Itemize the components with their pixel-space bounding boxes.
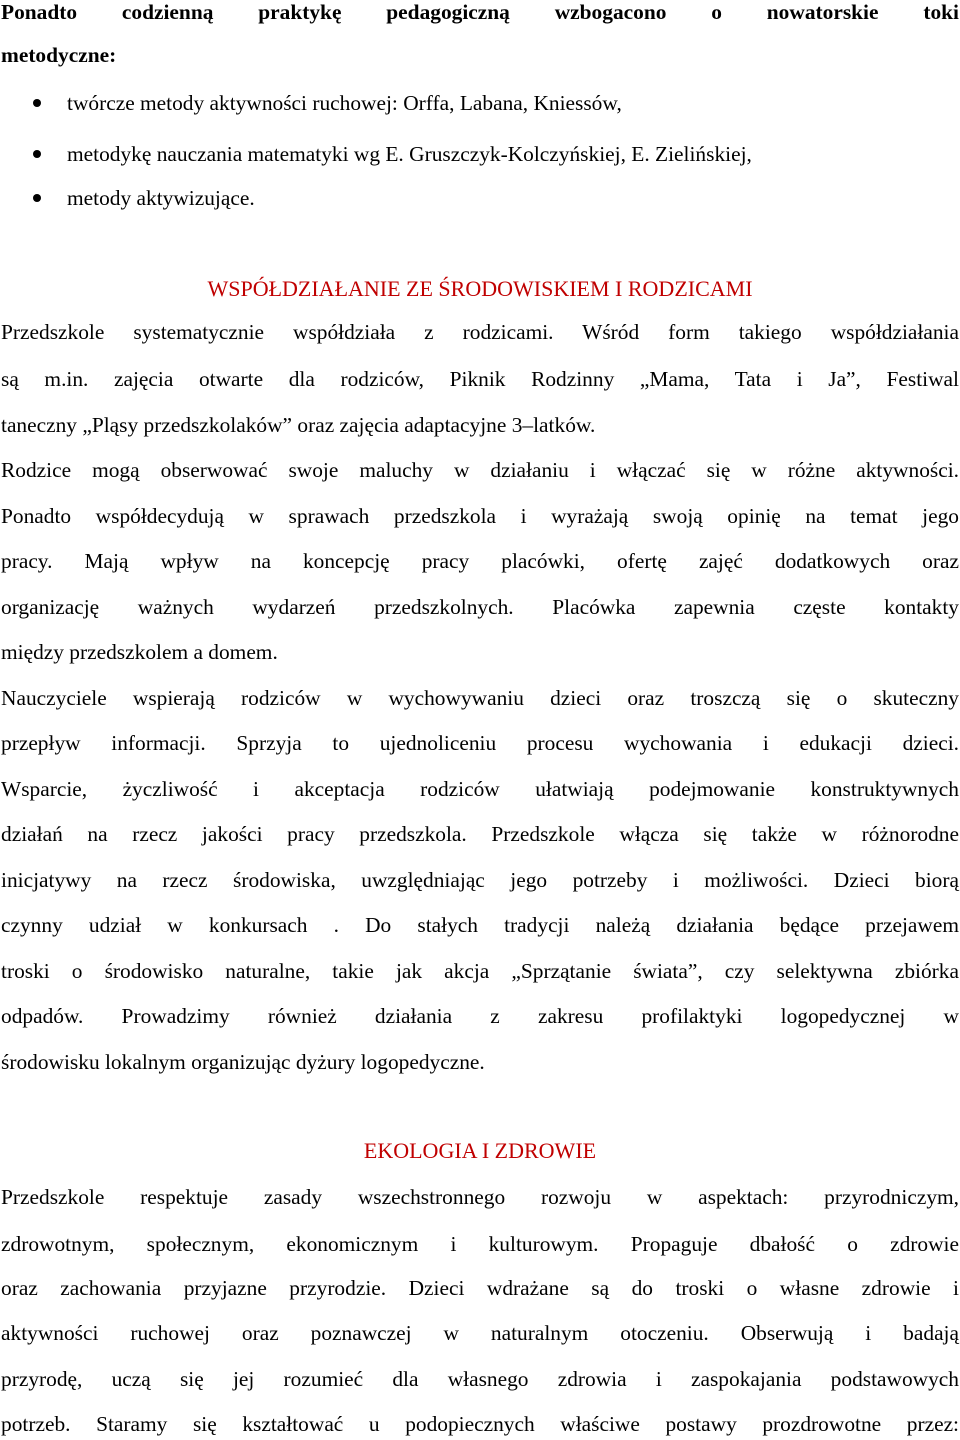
paragraph-line: potrzeb. Staramy się kształtować u podopiecznych właściwe postawy prozdrowotne przez:: [1, 1412, 959, 1436]
paragraph-line: przepływ informacji. Sprzyja to ujednoliceniu procesu wychowania i edukacji dzieci.: [1, 731, 959, 755]
paragraph-line: zdrowotnym, społecznym, ekonomicznym i kulturowym. Propaguje dbałość o zdrowie: [1, 1232, 959, 1256]
paragraph-line: aktywności ruchowej oraz poznawczej w naturalnym otoczeniu. Obserwują i badają: [1, 1321, 959, 1345]
paragraph-line: działań na rzecz jakości pracy przedszkola. Przedszkole włącza się także w różnorodne: [1, 822, 959, 846]
paragraph-line: środowisku lokalnym organizując dyżury logopedyczne.: [1, 1050, 485, 1074]
paragraph-line: Ponadto współdecydują w sprawach przedszkola i wyrażają swoją opinię na temat jego: [1, 504, 959, 528]
paragraph-line: Przedszkole respektuje zasady wszechstronnego rozwoju w aspektach: przyrodniczym,: [1, 1185, 959, 1209]
paragraph-line: pracy. Mają wpływ na koncepcję pracy placówki, ofertę zajęć dodatkowych oraz: [1, 549, 959, 573]
paragraph-line: Przedszkole systematycznie współdziała z rodzicami. Wśród form takiego współdziałania: [1, 320, 959, 344]
paragraph-line: czynny udział w konkursach . Do stałych tradycji należą działania będące przejawem: [1, 913, 959, 937]
section-heading-ecology: EKOLOGIA I ZDROWIE: [363, 1138, 597, 1163]
paragraph-line: odpadów. Prowadzimy również działania z zakresu profilaktyki logopedycznej w: [1, 1004, 959, 1028]
paragraph-line: między przedszkolem a domem.: [1, 640, 278, 664]
bullet-text: metodykę nauczania matematyki wg E. Gruszczyk-Kolczyńskiej, E. Zielińskiej,: [67, 142, 752, 166]
bullet-text: twórcze metody aktywności ruchowej: Orffa, Labana, Kniessów,: [67, 91, 622, 115]
bullet-icon: [33, 150, 41, 158]
paragraph-line: oraz zachowania przyjazne przyrodzie. Dzieci wdrażane są do troski o własne zdrowie i: [1, 1276, 959, 1300]
paragraph-line: Wsparcie, życzliwość i akceptacja rodziców ułatwiają podejmowanie konstruktywnych: [1, 777, 959, 801]
bullet-icon: [33, 194, 41, 202]
paragraph-line: organizację ważnych wydarzeń przedszkolnych. Placówka zapewnia częste kontakty: [1, 595, 959, 619]
bullet-list-item: [0, 88, 960, 118]
paragraph-line: Rodzice mogą obserwować swoje maluchy w działaniu i włączać się w różne aktywności.: [1, 458, 959, 482]
bullet-icon: [33, 99, 41, 107]
bullet-list-item: [0, 139, 960, 169]
paragraph-line: inicjatywy na rzecz środowiska, uwzględniając jego potrzeby i możliwości. Dzieci biorą: [1, 868, 959, 892]
paragraph-line: są m.in. zajęcia otwarte dla rodziców, Piknik Rodzinny „Mama, Tata i Ja”, Festiwal: [1, 367, 959, 391]
paragraph-line: Nauczyciele wspierają rodziców w wychowywaniu dzieci oraz troszczą się o skuteczny: [1, 686, 959, 710]
intro-line-1: Ponadto codzienną praktykę pedagogiczną wzbogacono o nowatorskie toki: [1, 0, 959, 24]
paragraph-line: troski o środowisko naturalne, takie jak akcja „Sprzątanie świata”, czy selektywna zbiórka: [1, 959, 959, 983]
bullet-text: metody aktywizujące.: [67, 186, 255, 210]
paragraph-line: taneczny „Pląsy przedszkolaków” oraz zajęcia adaptacyjne 3–latków.: [1, 413, 596, 437]
paragraph-line: przyrodę, uczą się jej rozumieć dla własnego zdrowia i zaspokajania podstawowych: [1, 1367, 959, 1391]
intro-line-2: metodyczne:: [1, 43, 117, 67]
section-heading-cooperation: WSPÓŁDZIAŁANIE ZE ŚRODOWISKIEM I RODZICAMI: [207, 276, 753, 301]
bullet-list-item: [0, 183, 960, 213]
